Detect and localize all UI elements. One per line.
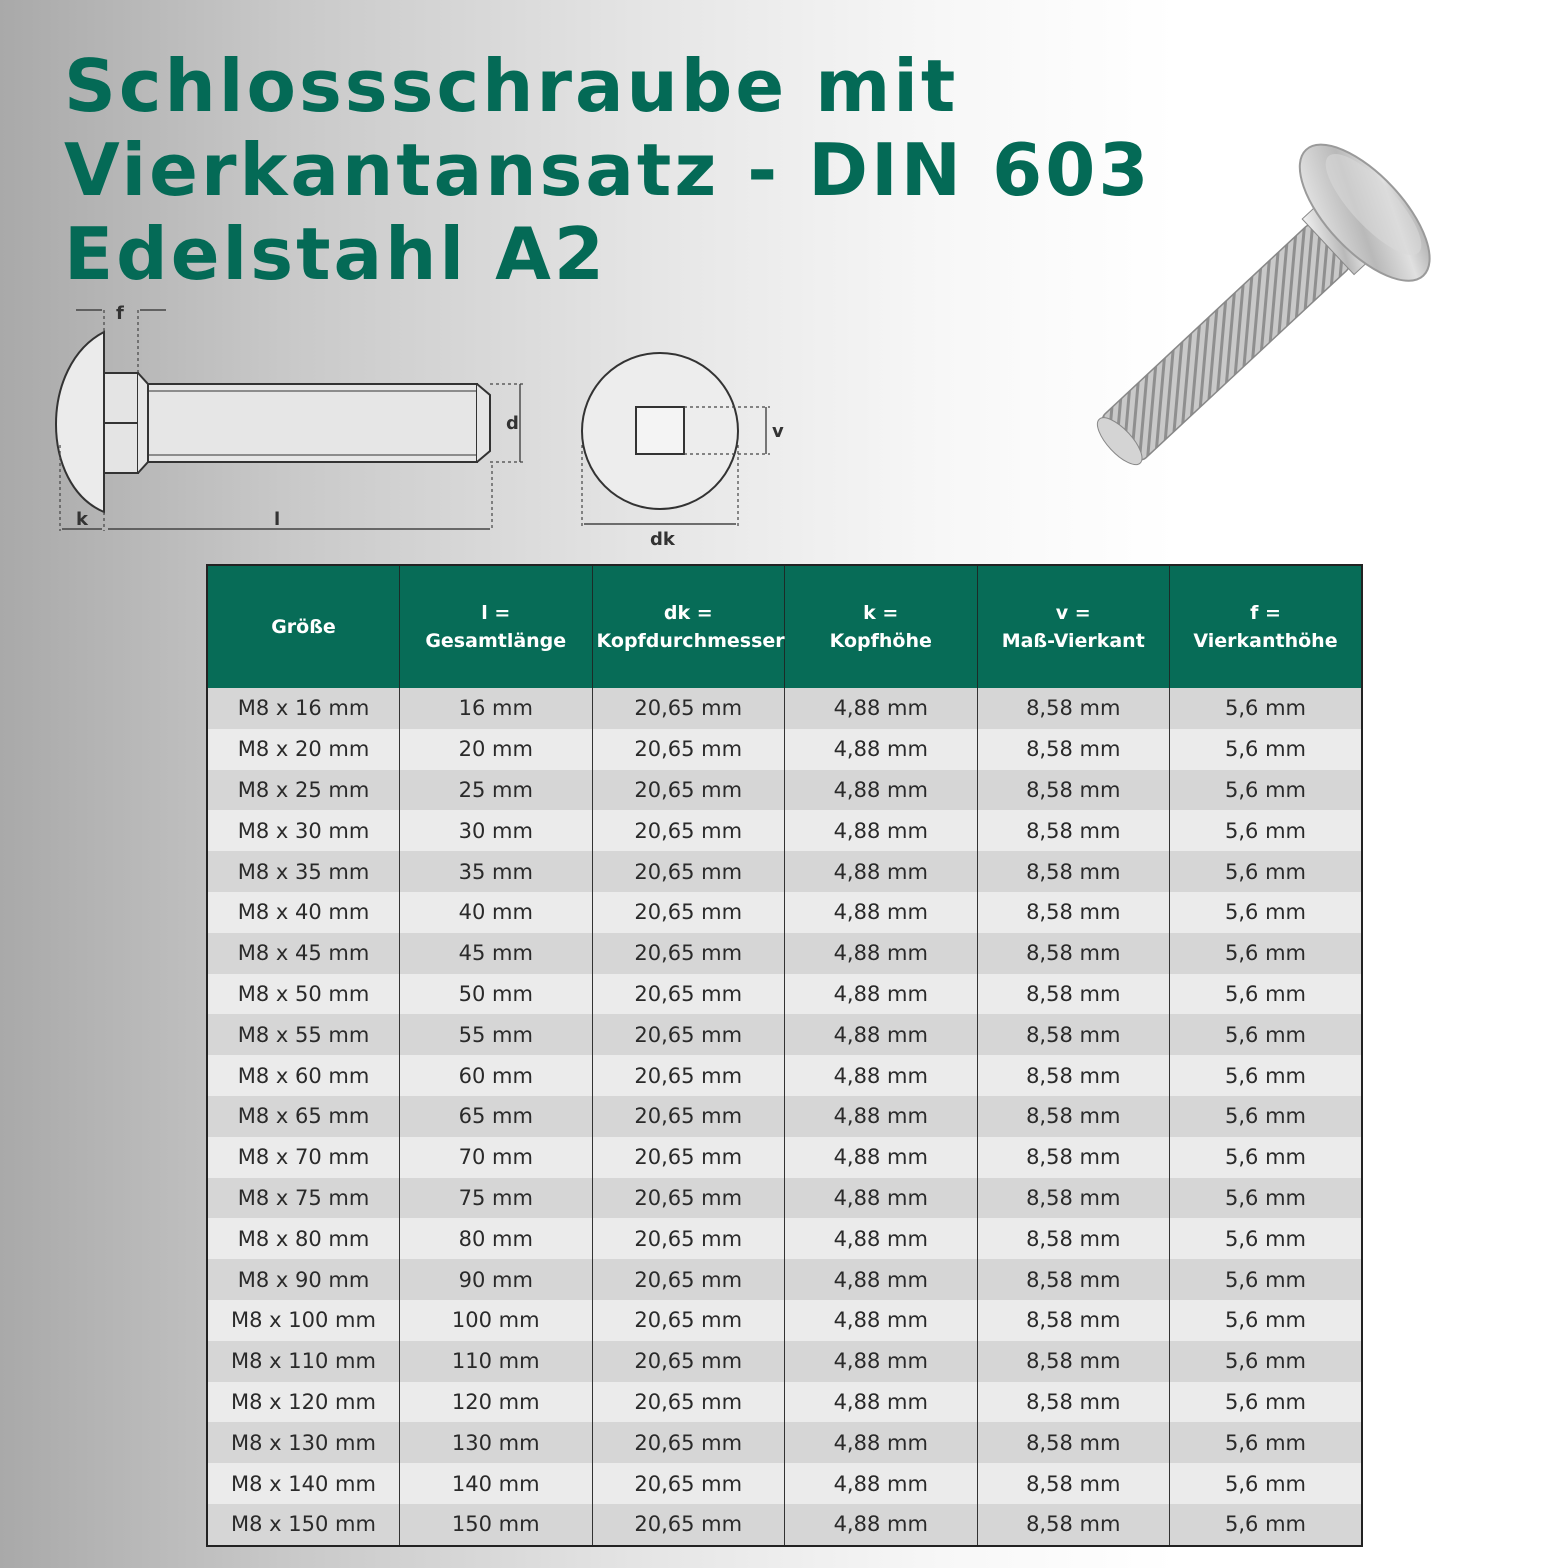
cell-head-height: 4,88 mm bbox=[785, 1300, 978, 1341]
cell-total-length: 130 mm bbox=[400, 1422, 593, 1463]
cell-total-length: 65 mm bbox=[400, 1096, 593, 1137]
column-header-label: Kopfhöhe bbox=[829, 630, 932, 652]
cell-total-length: 120 mm bbox=[400, 1382, 593, 1423]
cell-square-size: 8,58 mm bbox=[977, 892, 1170, 933]
column-header-symbol: dk = bbox=[663, 602, 713, 624]
cell-head-diameter: 20,65 mm bbox=[592, 1096, 785, 1137]
cell-square-size: 8,58 mm bbox=[977, 851, 1170, 892]
label-v: v bbox=[772, 421, 784, 442]
cell-total-length: 30 mm bbox=[400, 810, 593, 851]
column-header-symbol: f = bbox=[1250, 602, 1281, 624]
cell-total-length: 75 mm bbox=[400, 1178, 593, 1219]
cell-total-length: 100 mm bbox=[400, 1300, 593, 1341]
cell-square-height: 5,6 mm bbox=[1170, 810, 1363, 851]
table-row bbox=[207, 1422, 1362, 1463]
table-row bbox=[207, 933, 1362, 974]
cell-square-size: 8,58 mm bbox=[977, 1504, 1170, 1546]
cell-square-height: 5,6 mm bbox=[1170, 851, 1363, 892]
cell-size: M8 x 40 mm bbox=[207, 892, 400, 933]
table-row bbox=[207, 1055, 1362, 1096]
cell-square-height: 5,6 mm bbox=[1170, 892, 1363, 933]
cell-square-size: 8,58 mm bbox=[977, 933, 1170, 974]
cell-square-size: 8,58 mm bbox=[977, 1259, 1170, 1300]
cell-total-length: 150 mm bbox=[400, 1504, 593, 1546]
cell-head-height: 4,88 mm bbox=[785, 1341, 978, 1382]
bolt-shank-side bbox=[138, 373, 477, 473]
bolt-head-side bbox=[56, 332, 104, 512]
cell-square-size: 8,58 mm bbox=[977, 729, 1170, 770]
cell-square-height: 5,6 mm bbox=[1170, 1096, 1363, 1137]
cell-head-height: 4,88 mm bbox=[785, 1137, 978, 1178]
table-row bbox=[207, 688, 1362, 729]
cell-square-height: 5,6 mm bbox=[1170, 1259, 1363, 1300]
cell-square-height: 5,6 mm bbox=[1170, 1137, 1363, 1178]
cell-head-diameter: 20,65 mm bbox=[592, 770, 785, 811]
cell-square-size: 8,58 mm bbox=[977, 770, 1170, 811]
cell-head-height: 4,88 mm bbox=[785, 688, 978, 729]
cell-square-size: 8,58 mm bbox=[977, 1096, 1170, 1137]
cell-square-height: 5,6 mm bbox=[1170, 1218, 1363, 1259]
cell-size: M8 x 110 mm bbox=[207, 1341, 400, 1382]
cell-square-size: 8,58 mm bbox=[977, 1422, 1170, 1463]
cell-square-height: 5,6 mm bbox=[1170, 1382, 1363, 1423]
cell-head-height: 4,88 mm bbox=[785, 1259, 978, 1300]
table-row bbox=[207, 851, 1362, 892]
cell-square-size: 8,58 mm bbox=[977, 974, 1170, 1015]
cell-head-height: 4,88 mm bbox=[785, 1382, 978, 1423]
cell-total-length: 45 mm bbox=[400, 933, 593, 974]
cell-head-height: 4,88 mm bbox=[785, 1422, 978, 1463]
bolt-thread bbox=[1099, 221, 1352, 463]
cell-square-height: 5,6 mm bbox=[1170, 974, 1363, 1015]
cell-head-diameter: 20,65 mm bbox=[592, 1055, 785, 1096]
cell-square-height: 5,6 mm bbox=[1170, 729, 1363, 770]
cell-head-height: 4,88 mm bbox=[785, 1096, 978, 1137]
cell-size: M8 x 65 mm bbox=[207, 1096, 400, 1137]
cell-square-size: 8,58 mm bbox=[977, 1014, 1170, 1055]
cell-head-height: 4,88 mm bbox=[785, 729, 978, 770]
label-f: f bbox=[116, 303, 124, 324]
cell-total-length: 16 mm bbox=[400, 688, 593, 729]
cell-head-height: 4,88 mm bbox=[785, 1504, 978, 1546]
table-header-row bbox=[207, 565, 1362, 688]
cell-square-height: 5,6 mm bbox=[1170, 933, 1363, 974]
technical-drawing bbox=[40, 295, 820, 560]
cell-head-height: 4,88 mm bbox=[785, 1055, 978, 1096]
column-header-total-length bbox=[400, 565, 593, 688]
cell-square-size: 8,58 mm bbox=[977, 1137, 1170, 1178]
column-header-label: Vierkanthöhe bbox=[1193, 630, 1338, 652]
column-header-label: Größe bbox=[271, 616, 336, 638]
column-header-label: Gesamtlänge bbox=[425, 630, 567, 652]
column-header-symbol: k = bbox=[863, 602, 899, 624]
table-row bbox=[207, 1463, 1362, 1504]
cell-size: M8 x 75 mm bbox=[207, 1178, 400, 1219]
cell-head-diameter: 20,65 mm bbox=[592, 1259, 785, 1300]
cell-square-size: 8,58 mm bbox=[977, 810, 1170, 851]
label-dk: dk bbox=[650, 529, 675, 550]
cell-total-length: 60 mm bbox=[400, 1055, 593, 1096]
cell-size: M8 x 100 mm bbox=[207, 1300, 400, 1341]
cell-head-diameter: 20,65 mm bbox=[592, 933, 785, 974]
cell-size: M8 x 80 mm bbox=[207, 1218, 400, 1259]
cell-size: M8 x 60 mm bbox=[207, 1055, 400, 1096]
cell-square-size: 8,58 mm bbox=[977, 1463, 1170, 1504]
cell-head-diameter: 20,65 mm bbox=[592, 1178, 785, 1219]
cell-square-size: 8,58 mm bbox=[977, 1218, 1170, 1259]
cell-head-height: 4,88 mm bbox=[785, 810, 978, 851]
cell-square-height: 5,6 mm bbox=[1170, 1504, 1363, 1546]
cell-head-height: 4,88 mm bbox=[785, 851, 978, 892]
cell-head-diameter: 20,65 mm bbox=[592, 1382, 785, 1423]
table-body bbox=[207, 688, 1362, 1546]
cell-total-length: 55 mm bbox=[400, 1014, 593, 1055]
title-line-3: Edelstahl A2 bbox=[64, 212, 607, 296]
cell-head-diameter: 20,65 mm bbox=[592, 1218, 785, 1259]
cell-head-diameter: 20,65 mm bbox=[592, 1300, 785, 1341]
cell-size: M8 x 90 mm bbox=[207, 1259, 400, 1300]
cell-total-length: 110 mm bbox=[400, 1341, 593, 1382]
cell-head-diameter: 20,65 mm bbox=[592, 1422, 785, 1463]
cell-size: M8 x 16 mm bbox=[207, 688, 400, 729]
table-row bbox=[207, 892, 1362, 933]
cell-head-diameter: 20,65 mm bbox=[592, 1014, 785, 1055]
cell-size: M8 x 30 mm bbox=[207, 810, 400, 851]
cell-square-size: 8,58 mm bbox=[977, 1300, 1170, 1341]
table-row bbox=[207, 729, 1362, 770]
table-row bbox=[207, 770, 1362, 811]
column-header-symbol: v = bbox=[1055, 602, 1091, 624]
cell-total-length: 40 mm bbox=[400, 892, 593, 933]
title-line-1: Schlossschraube mit bbox=[64, 44, 959, 128]
cell-size: M8 x 70 mm bbox=[207, 1137, 400, 1178]
table-row bbox=[207, 1300, 1362, 1341]
column-header-head-height bbox=[785, 565, 978, 688]
cell-size: M8 x 45 mm bbox=[207, 933, 400, 974]
cell-size: M8 x 150 mm bbox=[207, 1504, 400, 1546]
cell-total-length: 140 mm bbox=[400, 1463, 593, 1504]
cell-square-size: 8,58 mm bbox=[977, 1178, 1170, 1219]
cell-square-height: 5,6 mm bbox=[1170, 1178, 1363, 1219]
cell-head-height: 4,88 mm bbox=[785, 974, 978, 1015]
cell-head-diameter: 20,65 mm bbox=[592, 810, 785, 851]
table-row bbox=[207, 974, 1362, 1015]
cell-size: M8 x 130 mm bbox=[207, 1422, 400, 1463]
cell-head-height: 4,88 mm bbox=[785, 770, 978, 811]
cell-total-length: 50 mm bbox=[400, 974, 593, 1015]
cell-head-diameter: 20,65 mm bbox=[592, 688, 785, 729]
title-line-2: Vierkantansatz - DIN 603 bbox=[64, 128, 1152, 212]
cell-head-diameter: 20,65 mm bbox=[592, 892, 785, 933]
column-header-label: Kopfdurchmesser bbox=[596, 630, 785, 652]
cell-square-size: 8,58 mm bbox=[977, 688, 1170, 729]
cell-square-height: 5,6 mm bbox=[1170, 1055, 1363, 1096]
cell-head-diameter: 20,65 mm bbox=[592, 1137, 785, 1178]
cell-size: M8 x 120 mm bbox=[207, 1382, 400, 1423]
cell-head-diameter: 20,65 mm bbox=[592, 974, 785, 1015]
cell-total-length: 80 mm bbox=[400, 1218, 593, 1259]
cell-total-length: 90 mm bbox=[400, 1259, 593, 1300]
cell-head-diameter: 20,65 mm bbox=[592, 851, 785, 892]
cell-square-height: 5,6 mm bbox=[1170, 1300, 1363, 1341]
cell-head-height: 4,88 mm bbox=[785, 933, 978, 974]
dimensions-table bbox=[206, 564, 1363, 1547]
table-row bbox=[207, 1382, 1362, 1423]
cell-total-length: 25 mm bbox=[400, 770, 593, 811]
label-k: k bbox=[76, 509, 88, 530]
column-header-label: Maß-Vierkant bbox=[1001, 630, 1145, 652]
cell-head-height: 4,88 mm bbox=[785, 1178, 978, 1219]
table-row bbox=[207, 1178, 1362, 1219]
table-row bbox=[207, 1259, 1362, 1300]
cell-head-diameter: 20,65 mm bbox=[592, 1463, 785, 1504]
cell-square-height: 5,6 mm bbox=[1170, 688, 1363, 729]
cell-square-size: 8,58 mm bbox=[977, 1055, 1170, 1096]
cell-size: M8 x 35 mm bbox=[207, 851, 400, 892]
table-row bbox=[207, 810, 1362, 851]
cell-square-height: 5,6 mm bbox=[1170, 1463, 1363, 1504]
cell-head-diameter: 20,65 mm bbox=[592, 1341, 785, 1382]
column-header-square-size bbox=[977, 565, 1170, 688]
cell-square-height: 5,6 mm bbox=[1170, 1014, 1363, 1055]
column-header-symbol: l = bbox=[481, 602, 511, 624]
table-row bbox=[207, 1504, 1362, 1546]
cell-square-size: 8,58 mm bbox=[977, 1382, 1170, 1423]
cell-size: M8 x 25 mm bbox=[207, 770, 400, 811]
label-d: d bbox=[506, 413, 519, 434]
cell-size: M8 x 140 mm bbox=[207, 1463, 400, 1504]
table-row bbox=[207, 1218, 1362, 1259]
table-row bbox=[207, 1341, 1362, 1382]
label-l: l bbox=[274, 509, 281, 530]
cell-head-height: 4,88 mm bbox=[785, 1218, 978, 1259]
cell-size: M8 x 20 mm bbox=[207, 729, 400, 770]
cell-square-height: 5,6 mm bbox=[1170, 1422, 1363, 1463]
column-header-square-height bbox=[1170, 565, 1363, 688]
cell-square-height: 5,6 mm bbox=[1170, 770, 1363, 811]
cell-total-length: 35 mm bbox=[400, 851, 593, 892]
cell-square-height: 5,6 mm bbox=[1170, 1341, 1363, 1382]
cell-total-length: 20 mm bbox=[400, 729, 593, 770]
table-row bbox=[207, 1096, 1362, 1137]
table-row bbox=[207, 1137, 1362, 1178]
column-header-head-diameter bbox=[592, 565, 785, 688]
square-neck-front bbox=[636, 407, 684, 454]
cell-size: M8 x 50 mm bbox=[207, 974, 400, 1015]
bolt-product-image bbox=[1040, 110, 1470, 520]
page-title bbox=[64, 44, 1151, 296]
cell-head-diameter: 20,65 mm bbox=[592, 1504, 785, 1546]
cell-head-height: 4,88 mm bbox=[785, 1463, 978, 1504]
cell-size: M8 x 55 mm bbox=[207, 1014, 400, 1055]
table-row bbox=[207, 1014, 1362, 1055]
cell-head-diameter: 20,65 mm bbox=[592, 729, 785, 770]
column-header-size bbox=[207, 565, 400, 688]
cell-head-height: 4,88 mm bbox=[785, 1014, 978, 1055]
cell-head-height: 4,88 mm bbox=[785, 892, 978, 933]
cell-total-length: 70 mm bbox=[400, 1137, 593, 1178]
cell-square-size: 8,58 mm bbox=[977, 1341, 1170, 1382]
